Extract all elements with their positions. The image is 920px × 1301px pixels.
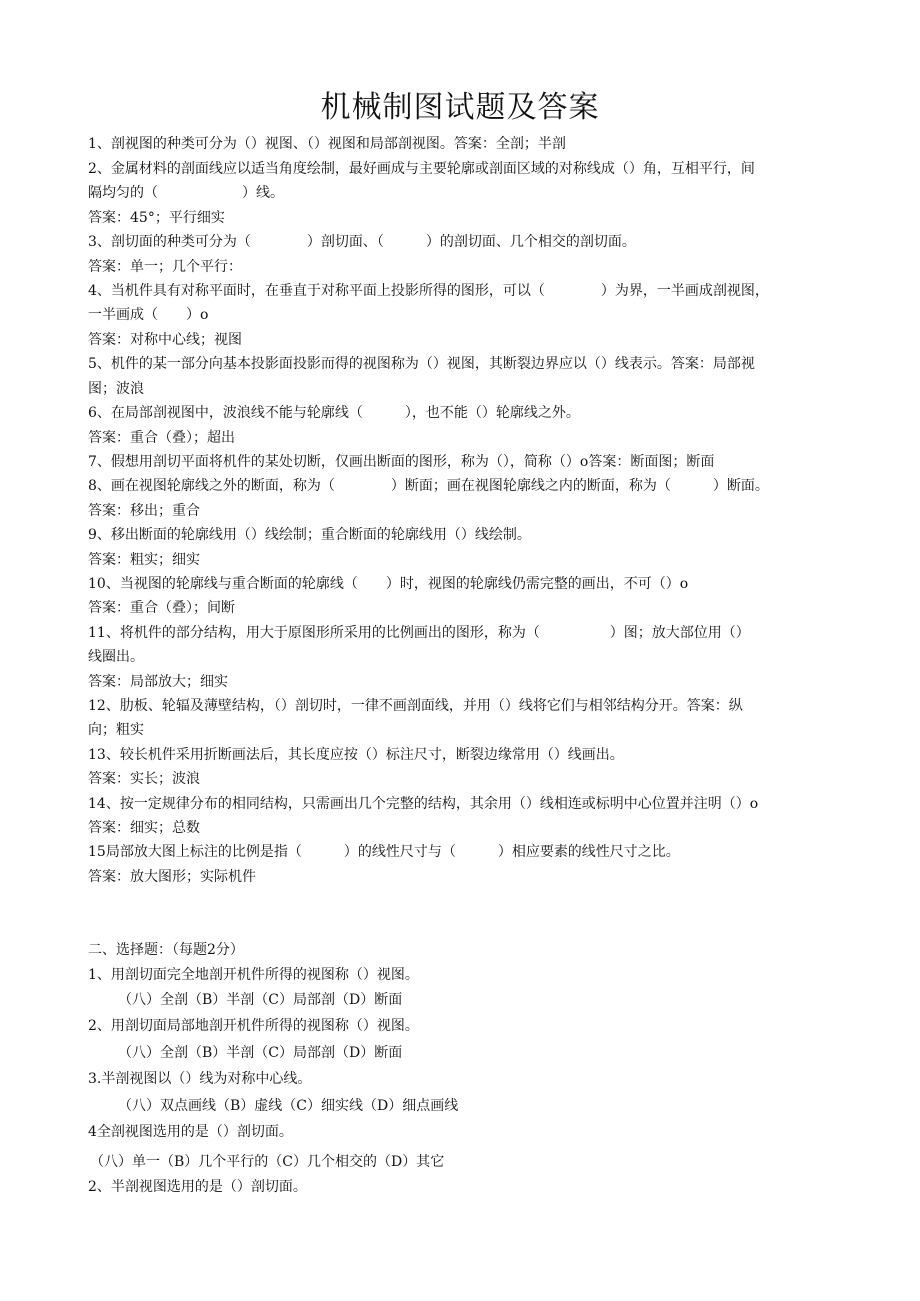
text-line: 答案：重合（叠）；间断 (88, 600, 235, 616)
text-line: 答案：45°；平行细实 (88, 210, 225, 226)
text-line: 答案：移出；重合 (88, 503, 200, 519)
text-line: 答案：单一；几个平行： (88, 259, 242, 275)
text-line: 2、金属材料的剖面线应以适当角度绘制，最好画成与主要轮廓或剖面区域的对称线成（）角，互相平行，间 (88, 161, 755, 177)
text-line: 12、肋板、轮辐及薄壁结构，（）剖切时，一律不画剖面线，并用（）线将它们与相邻结构分开。答案：纵 (88, 698, 743, 714)
text-line: 答案：局部放大；细实 (88, 674, 228, 690)
text-line: 隔均匀的（ ）线。 (88, 185, 284, 201)
text-line: 答案：粗实；细实 (88, 552, 200, 568)
text-line: 7、假想用剖切平面将机件的某处切断，仅画出断面的图形，称为（），简称（）o答案：断面图；断面 (88, 454, 715, 470)
text-line: 一半画成（ ）o (88, 307, 209, 323)
text-line: 答案：放大图形；实际机件 (88, 869, 256, 885)
text-line: 向；粗实 (88, 722, 144, 738)
question-options: （八）全剖（B）半剖（C）局部剖（D）断面 (118, 1045, 403, 1061)
text-line: 6、在局部剖视图中，波浪线不能与轮廓线（ ），也不能（）轮廓线之外。 (88, 405, 580, 421)
text-line: 5、机件的某一部分向基本投影面投影而得的视图称为（）视图，其断裂边界应以（）线表示。答案：局部视 (88, 356, 755, 372)
text-line: 线圈出。 (88, 649, 144, 665)
question-line: 3.半剖视图以（）线为对称中心线。 (88, 1071, 312, 1087)
text-line: 9、移出断面的轮廓线用（）线绘制；重合断面的轮廓线用（）线绘制。 (88, 527, 531, 543)
text-line: 答案：对称中心线；视图 (88, 332, 242, 348)
text-line: 10、当视图的轮廓线与重合断面的轮廓线（ ）时，视图的轮廓线仍需完整的画出，不可（）o (88, 576, 689, 592)
text-line: 8、画在视图轮廓线之外的断面，称为（ ）断面；画在视图轮廓线之内的断面，称为（ ）断面。 (88, 478, 769, 494)
text-line: 11、将机件的部分结构，用大于原图形所采用的比例画出的图形，称为（ ）图；放大部位用（） (88, 625, 750, 641)
question-line: 4全剖视图选用的是（）剖切面。 (88, 1124, 293, 1140)
text-line: 图；波浪 (88, 381, 144, 397)
question-options: （八）单一（B）几个平行的（C）几个相交的（D）其它 (90, 1154, 445, 1170)
text-line: 3、剖切面的种类可分为（ ）剖切面、（ ）的剖切面、几个相交的剖切面。 (88, 234, 636, 250)
text-line: 15局部放大图上标注的比例是指（ ）的线性尺寸与（ ）相应要素的线性尺寸之比。 (88, 844, 680, 860)
question-options: （八）全剖（B）半剖（C）局部剖（D）断面 (118, 992, 403, 1008)
document-title: 机械制图试题及答案 (320, 90, 600, 125)
text-line: 答案：实长；波浪 (88, 771, 200, 787)
text-line: 答案：细实；总数 (88, 820, 200, 836)
text-line: 答案：重合（叠）；超出 (88, 430, 235, 446)
question-line: 2、用剖切面局部地剖开机件所得的视图称（）视图。 (88, 1018, 419, 1034)
text-line: 1、剖视图的种类可分为（）视图、（）视图和局部剖视图。答案：全剖；半剖 (88, 136, 566, 152)
question-line: 2、半剖视图选用的是（）剖切面。 (88, 1179, 307, 1195)
section-heading: 二、选择题：（每题2分） (88, 942, 244, 958)
question-line: 1、用剖切面完全地剖开机件所得的视图称（）视图。 (88, 967, 419, 983)
text-line: 13、较长机件采用折断画法后，其长度应按（）标注尺寸，断裂边缘常用（）线画出。 (88, 747, 624, 763)
question-options: （八）双点画线（B）虚线（C）细实线（D）细点画线 (118, 1098, 459, 1114)
text-line: 14、按一定规律分布的相同结构，只需画出几个完整的结构，其余用（）线相连或标明中心位置并注明（）o (88, 796, 759, 812)
text-line: 4、当机件具有对称平面时，在垂直于对称平面上投影所得的图形，可以（ ）为界，一半画成剖视图， (88, 283, 769, 299)
